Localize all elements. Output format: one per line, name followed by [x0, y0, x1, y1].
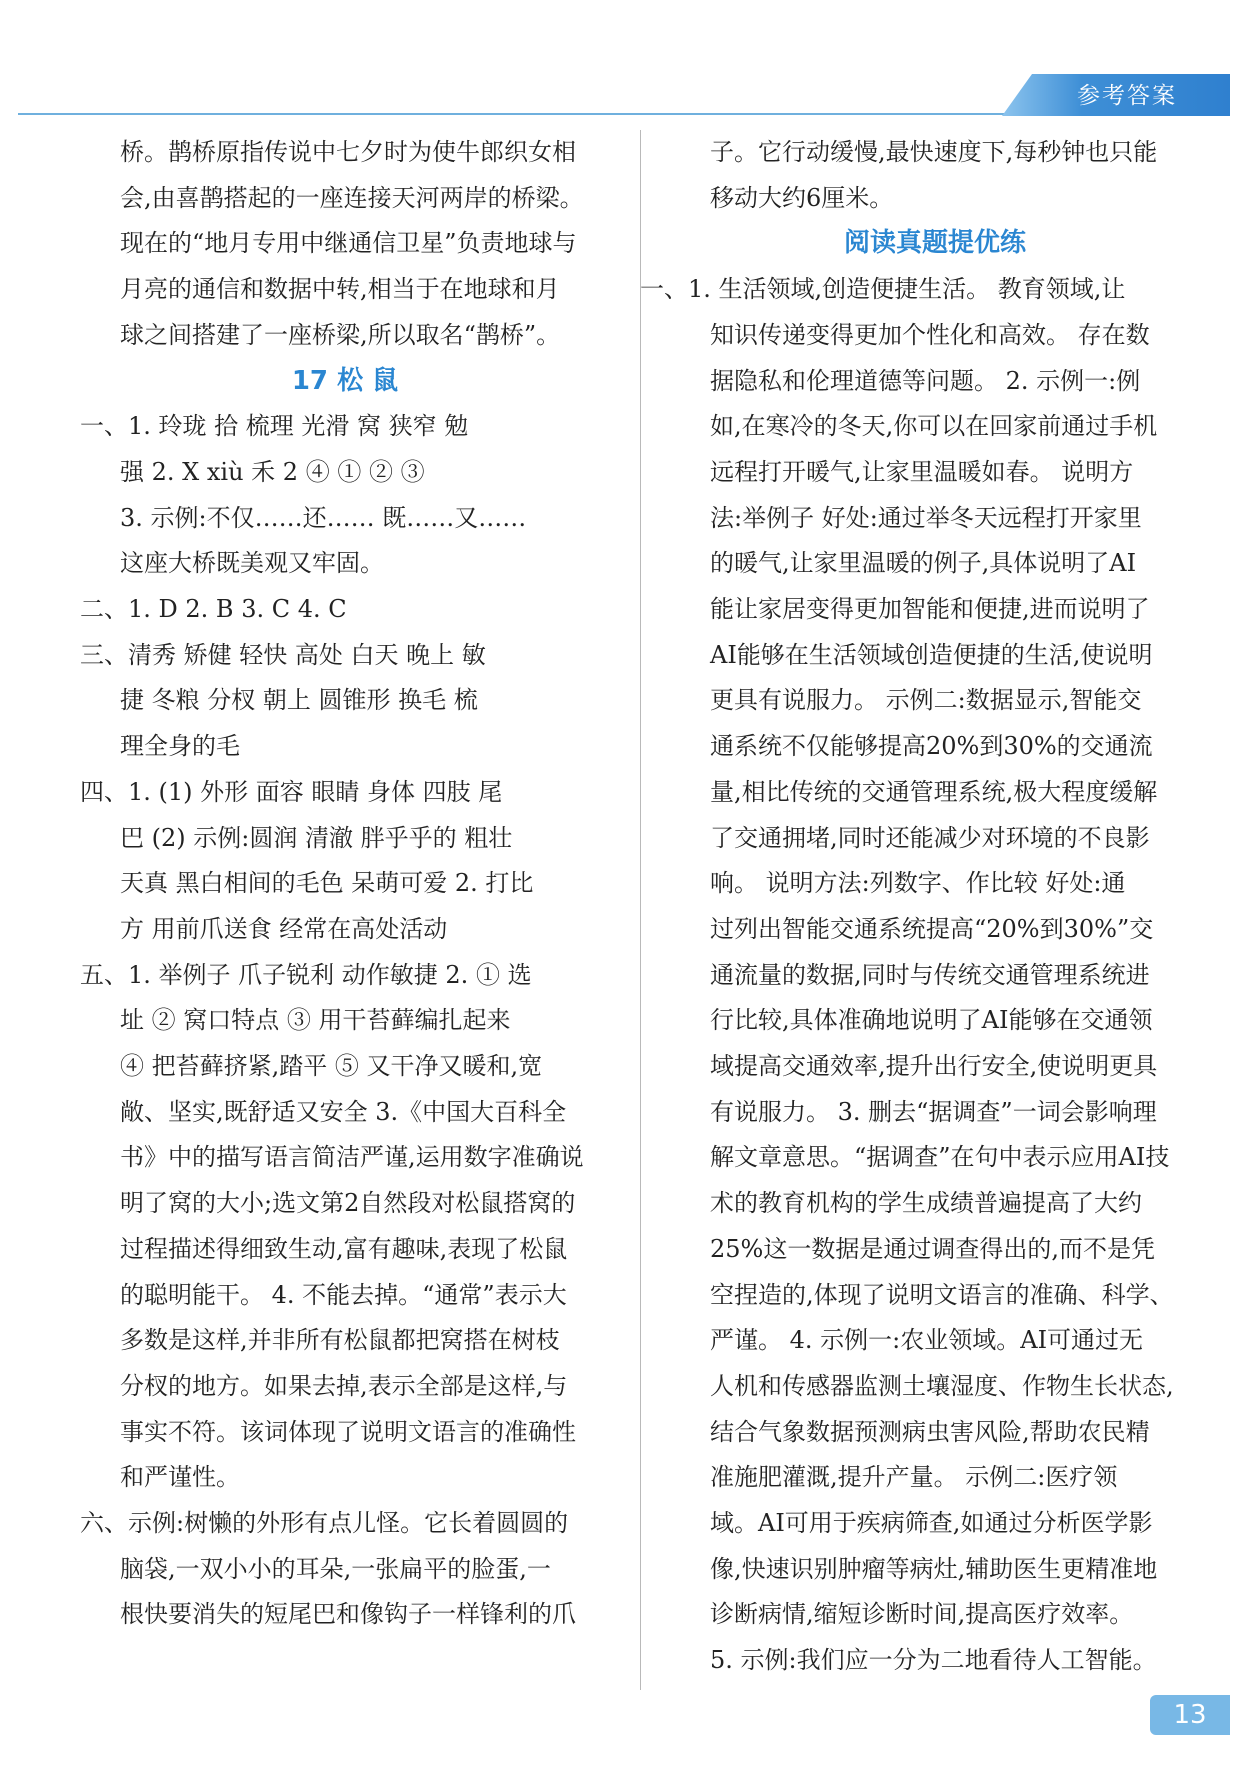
answer-line: 天真 黑白相间的毛色 呆萌可爱 2. 打比 [120, 869, 534, 898]
answer-line: 六、示例:树懒的外形有点儿怪。它长着圆圆的 [80, 1509, 569, 1538]
answer-line: 结合气象数据预测病虫害风险,帮助农民精 [710, 1417, 1150, 1446]
answer-line: 通系统不仅能够提高20%到30%的交通流 [710, 732, 1153, 761]
answer-line: 一、1. 玲珑 拾 梳理 光滑 窝 狭窄 勉 [80, 412, 469, 441]
answer-line: 如,在寒冷的冬天,你可以在回家前通过手机 [710, 412, 1158, 441]
header-rule [18, 113, 1022, 115]
answer-line: 过程描述得细致生动,富有趣味,表现了松鼠 [120, 1234, 568, 1263]
text-line: 子。它行动缓慢,最快速度下,每秒钟也只能 [710, 138, 1158, 166]
right-column [640, 130, 1200, 1684]
answer-line: 敞、坚实,既舒适又安全 3.《中国大百科全 [120, 1097, 567, 1126]
answer-line: 了交通拥堵,同时还能减少对环境的不良影 [710, 823, 1150, 852]
answer-line: 强 2. X xiù 禾 2 ④ ① ② ③ [120, 457, 425, 486]
answer-line: 明了窝的大小;选文第2自然段对松鼠搭窝的 [120, 1189, 576, 1218]
text-line: 桥。鹊桥原指传说中七夕时为使牛郎织女相 [120, 138, 576, 166]
text-line: 移动大约6厘米。 [710, 183, 894, 212]
answer-line: 三、清秀 矫健 轻快 高处 白天 晚上 敏 [80, 640, 486, 669]
answer-line: 脑袋,一双小小的耳朵,一张扁平的脸蛋,一 [120, 1554, 551, 1583]
answer-line: 25%这一数据是通过调查得出的,而不是凭 [710, 1234, 1155, 1263]
answer-line: 方 用前爪送食 经常在高处活动 [120, 914, 448, 943]
answer-line: 多数是这样,并非所有松鼠都把窝搭在树枝 [120, 1326, 560, 1355]
answer-line: 事实不符。该词体现了说明文语言的准确性 [120, 1417, 576, 1446]
answer-line: 域提高交通效率,提升出行安全,使说明更具 [710, 1052, 1158, 1081]
answer-line: 空捏造的,体现了说明文语言的准确、科学、 [710, 1280, 1174, 1309]
header-tab-label: 参考答案 [1077, 83, 1177, 109]
answer-line: 能让家居变得更加智能和便捷,进而说明了 [710, 595, 1150, 624]
answer-line: 据隐私和伦理道德等问题。 2. 示例一:例 [710, 366, 1141, 395]
text-line: 现在的“地月专用中继通信卫星”负责地球与 [120, 229, 577, 258]
answer-line: 四、1. (1) 外形 面容 眼睛 身体 四肢 尾 [80, 777, 503, 806]
answer-line: 人机和传感器监测土壤湿度、作物生长状态, [710, 1371, 1174, 1400]
answer-line: 准施肥灌溉,提升产量。 示例二:医疗领 [710, 1463, 1118, 1492]
section-title: 17 松 鼠 [291, 365, 399, 396]
answer-line: 有说服力。 3. 删去“据调查”一词会影响理 [710, 1097, 1157, 1126]
text-line: 球之间搭建了一座桥梁,所以取名“鹊桥”。 [120, 320, 561, 349]
answer-line: 行比较,具体准确地说明了AI能够在交通领 [710, 1006, 1153, 1035]
answer-line: 法:举例子 好处:通过举冬天远程打开家里 [710, 503, 1142, 532]
answer-line: 址 ② 窝口特点 ③ 用干苔藓编扎起来 [120, 1006, 511, 1035]
answer-line: 远程打开暖气,让家里温暖如春。 说明方 [710, 457, 1134, 486]
answer-line: 诊断病情,缩短诊断时间,提高医疗效率。 [710, 1600, 1134, 1629]
answer-line: 严谨。 4. 示例一:农业领域。AI可通过无 [710, 1326, 1144, 1355]
answer-line: 像,快速识别肿瘤等病灶,辅助医生更精准地 [710, 1554, 1158, 1583]
answer-line: 更具有说服力。 示例二:数据显示,智能交 [710, 686, 1142, 715]
answer-line: 一、1. 生活领域,创造便捷生活。 教育领域,让 [640, 275, 1126, 304]
answer-line: 的暖气,让家里温暖的例子,具体说明了AI [710, 549, 1137, 578]
answer-line: AI能够在生活领域创造便捷的生活,使说明 [710, 640, 1153, 669]
answer-line: 通流量的数据,同时与传统交通管理系统进 [710, 960, 1150, 989]
answer-line: 捷 冬粮 分杈 朝上 圆锥形 换毛 梳 [120, 686, 478, 715]
text-line: 月亮的通信和数据中转,相当于在地球和月 [120, 275, 560, 304]
section-title: 阅读真题提优练 [843, 228, 1026, 259]
answer-line: 分杈的地方。如果去掉,表示全部是这样,与 [120, 1371, 568, 1400]
answer-line: 术的教育机构的学生成绩普遍提高了大约 [710, 1189, 1142, 1218]
answer-line: 3. 示例:不仅……还…… 既……又…… [120, 503, 527, 532]
answer-line: 解文章意思。“据调查”在句中表示应用AI技 [710, 1143, 1170, 1172]
answer-line: 量,相比传统的交通管理系统,极大程度缓解 [710, 777, 1158, 806]
text-line: 会,由喜鹊搭起的一座连接天河两岸的桥梁。 [120, 183, 584, 212]
answer-line: 二、1. D 2. B 3. C 4. C [80, 595, 347, 624]
answer-line: 的聪明能干。 4. 不能去掉。“通常”表示大 [120, 1280, 567, 1309]
answer-line: 域。AI可用于疾病筛查,如通过分析医学影 [710, 1509, 1153, 1538]
answer-line: ④ 把苔藓挤紧,踏平 ⑤ 又干净又暖和,宽 [120, 1052, 543, 1081]
answer-line: 书》中的描写语言简洁严谨,运用数字准确说 [120, 1143, 584, 1172]
answer-line: 这座大桥既美观又牢固。 [120, 549, 384, 578]
page-number: 13 [1150, 1695, 1230, 1735]
answer-line: 5. 示例:我们应一分为二地看待人工智能。 [710, 1646, 1157, 1675]
answer-line: 巴 (2) 示例:圆润 清澈 胖乎乎的 粗壮 [120, 823, 513, 852]
answer-line: 根快要消失的短尾巴和像钩子一样锋利的爪 [120, 1600, 576, 1629]
answer-line: 和严谨性。 [120, 1463, 240, 1492]
column-divider [640, 130, 641, 1690]
answer-line: 过列出智能交通系统提高“20%到30%”交 [710, 914, 1154, 943]
left-column [80, 130, 610, 1638]
answer-line: 五、1. 举例子 爪子锐利 动作敏捷 2. ① 选 [80, 960, 532, 989]
answer-line: 知识传递变得更加个性化和高效。 存在数 [710, 320, 1150, 349]
answer-line: 理全身的毛 [120, 732, 240, 761]
answer-line: 响。 说明方法:列数字、作比较 好处:通 [710, 869, 1126, 898]
